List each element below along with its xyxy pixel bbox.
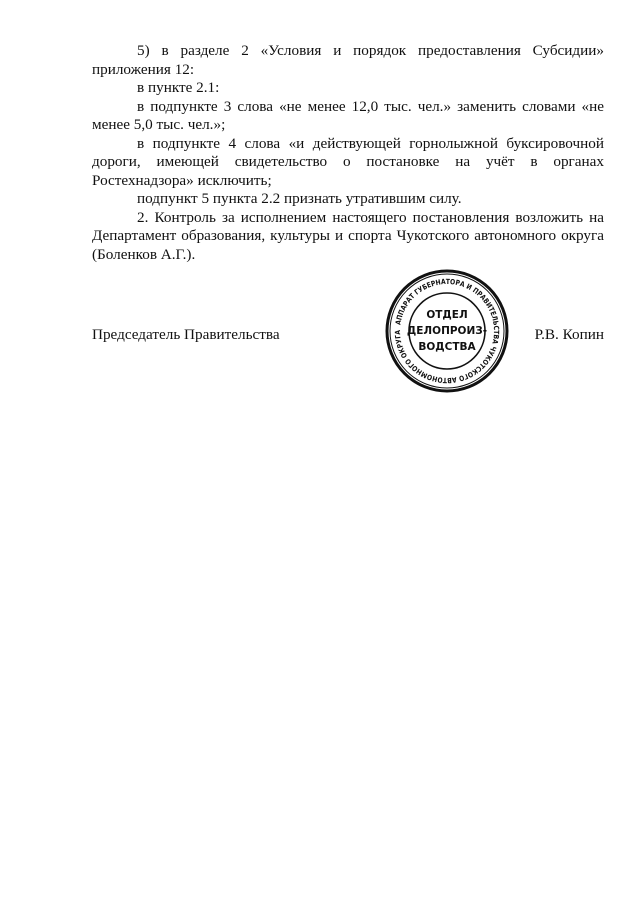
paragraph-section-2-intro: 5) в разделе 2 «Условия и порядок предоставления Субсидии» приложения 12: xyxy=(92,42,604,78)
stamp-ring-textpath: АППАРАТ ГУБЕРНАТОРА И ПРАВИТЕЛЬСТВА ЧУКОТСКОГО АВТОНОМНОГО ОКРУГА xyxy=(392,276,502,386)
official-stamp xyxy=(384,268,510,394)
paragraph-point-2-1: в пункте 2.1: xyxy=(137,79,220,96)
stamp-center-line-2: ДЕЛОПРОИЗ- xyxy=(406,325,488,337)
stamp-center-line-3: ВОДСТВА xyxy=(418,341,476,353)
paragraph-subpoint-3: в подпункте 3 слова «не менее 12,0 тыс. чел.» заменить словами «не менее 5,0 тыс. чел.»; xyxy=(92,97,604,133)
paragraph-subpoint-5: подпункт 5 пункта 2.2 признать утратившим силу. xyxy=(137,190,462,207)
signatory-title: Председатель Правительства xyxy=(92,326,280,343)
paragraph-control-clause: 2. Контроль за исполнением настоящего постановления возложить на Департамент образования, культуры и спорта Чукотского автономного округа (Боленков А.Г.). xyxy=(92,208,604,263)
signatory-name: Р.В. Копин xyxy=(534,326,604,343)
stamp-seal-graphic xyxy=(384,268,510,394)
paragraph-subpoint-4: в подпункте 4 слова «и действующей горнолыжной буксировочной дороги, имеющей свидетельство о постановке на учёт в органах Ростехнадзора» исключить; xyxy=(92,134,604,189)
stamp-center-line-1: ОТДЕЛ xyxy=(426,309,468,321)
document-body xyxy=(92,42,604,264)
signature-row xyxy=(92,326,604,346)
